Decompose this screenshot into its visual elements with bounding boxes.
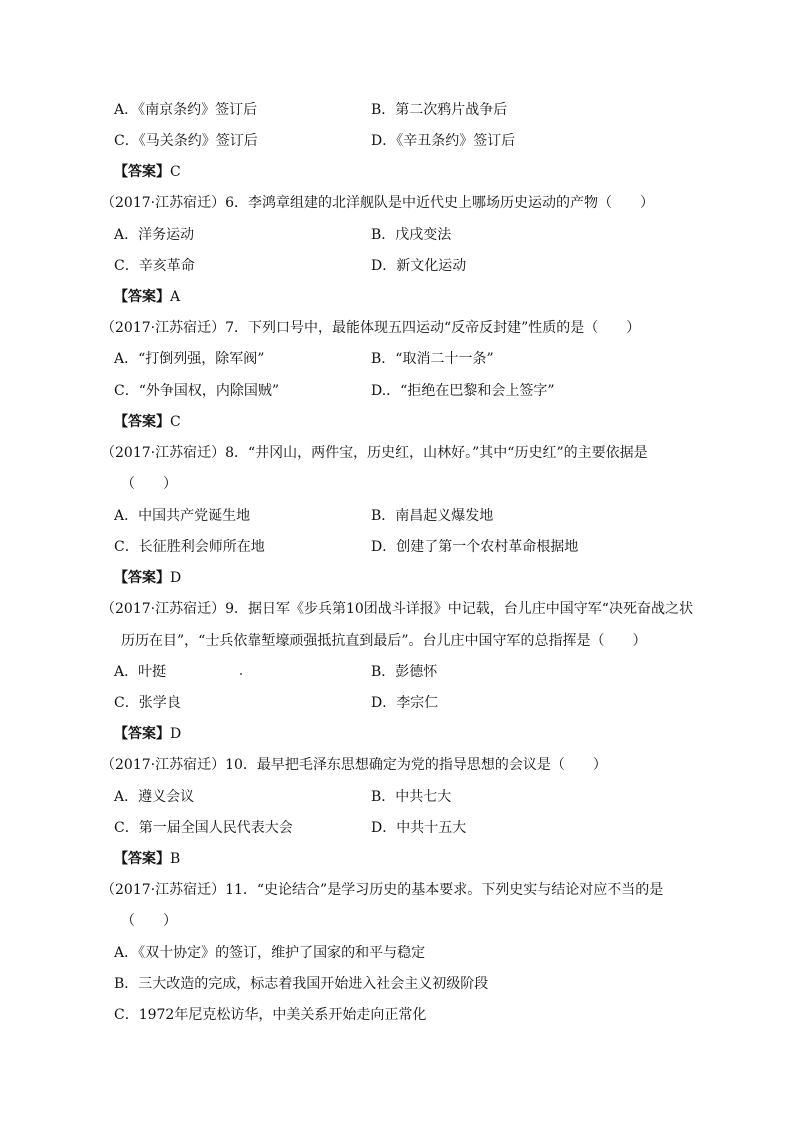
- answer-value: D: [170, 570, 182, 586]
- q6-option-d: D．新文化运动: [371, 258, 467, 274]
- q8-stem-continuation: （ ）: [121, 476, 177, 492]
- q9-option-b: B．彭德怀: [371, 664, 438, 680]
- q9-stem: （2017·江苏宿迁）9．据日军《步兵第10团战斗详报》中记载，台儿庄中国守军“决死奋战之状: [101, 601, 693, 617]
- q7-option-a: A．“打倒列强，除军阀”: [114, 351, 265, 367]
- q10-option-c: C．第一届全国人民代表大会: [114, 820, 293, 836]
- q5-option-a: A．《南京条约》签订后: [114, 102, 258, 118]
- answer-label: 【答案】: [114, 289, 170, 305]
- q6-option-a: A．洋务运动: [114, 227, 195, 243]
- q6-stem: （2017·江苏宿迁）6．李鸿章组建的北洋舰队是中近代史上哪场历史运动的产物（ ）: [101, 195, 654, 211]
- q7-option-d: D.．“拒绝在巴黎和会上签字”: [371, 383, 555, 399]
- q7-option-b: B．“取消二十一条”: [371, 351, 494, 367]
- q8-answer: [114, 569, 181, 587]
- q7-answer: [114, 413, 181, 431]
- q9-answer: [114, 725, 181, 743]
- answer-label: 【答案】: [114, 570, 170, 586]
- q10-answer: [114, 850, 180, 868]
- q11-stem: （2017·江苏宿迁）11．“史论结合”是学习历史的基本要求。下列史实与结论对应不当的是: [101, 882, 664, 898]
- q9-option-a: A．叶挺: [114, 664, 167, 680]
- q5-answer: [114, 163, 181, 181]
- answer-label: 【答案】: [114, 851, 170, 867]
- q8-option-a: A．中国共产党诞生地: [114, 508, 251, 524]
- q11-option-b: B．三大改造的完成，标志着我国开始进入社会主义初级阶段: [114, 976, 489, 992]
- q9-option-c: C．张学良: [114, 695, 181, 711]
- q10-option-a: A．遵义会议: [114, 789, 195, 805]
- q10-stem: （2017·江苏宿迁）10．最早把毛泽东思想确定为党的指导思想的会议是（ ）: [101, 757, 607, 773]
- q6-option-b: B．戊戌变法: [371, 227, 452, 243]
- q9-stem-continuation: 历历在目”，“士兵依靠堑壕顽强抵抗直到最后”。台儿庄中国守军的总指挥是（ ）: [121, 633, 647, 649]
- q5-option-c: C．《马关条约》签订后: [114, 133, 258, 149]
- answer-label: 【答案】: [114, 726, 170, 742]
- answer-value: B: [170, 851, 181, 867]
- q8-option-d: D．创建了第一个农村革命根据地: [371, 539, 579, 555]
- answer-label: 【答案】: [114, 164, 170, 180]
- answer-value: A: [170, 289, 181, 305]
- q7-stem: （2017·江苏宿迁）7．下列口号中，最能体现五四运动“反帝反封建”性质的是（ ）: [101, 320, 641, 336]
- q5-option-d: D．《辛丑条约》签订后: [371, 133, 516, 149]
- answer-value: C: [170, 164, 181, 180]
- q11-stem-continuation: （ ）: [121, 913, 177, 929]
- q5-option-b: B．第二次鸦片战争后: [371, 102, 508, 118]
- q10-option-d: D．中共十五大: [371, 820, 467, 836]
- q6-answer: [114, 288, 180, 306]
- q7-option-c: C．“外争国权，内除国贼”: [114, 383, 280, 399]
- q6-option-c: C．辛亥革命: [114, 258, 195, 274]
- q11-option-a: A．《双十协定》的签订，维护了国家的和平与稳定: [114, 945, 426, 961]
- answer-value: D: [170, 726, 182, 742]
- stray-mark: [240, 673, 242, 675]
- q9-option-d: D．李宗仁: [371, 695, 439, 711]
- q10-option-b: B．中共七大: [371, 789, 452, 805]
- q8-option-c: C．长征胜利会师所在地: [114, 539, 265, 555]
- q11-option-c: C．1972年尼克松访华，中美关系开始走向正常化: [114, 1007, 427, 1023]
- q8-option-b: B．南昌起义爆发地: [371, 508, 494, 524]
- answer-label: 【答案】: [114, 414, 170, 430]
- q8-stem: （2017·江苏宿迁）8．“井冈山，两件宝，历史红，山林好。”其中“历史红”的主要依据是: [101, 445, 648, 461]
- answer-value: C: [170, 414, 181, 430]
